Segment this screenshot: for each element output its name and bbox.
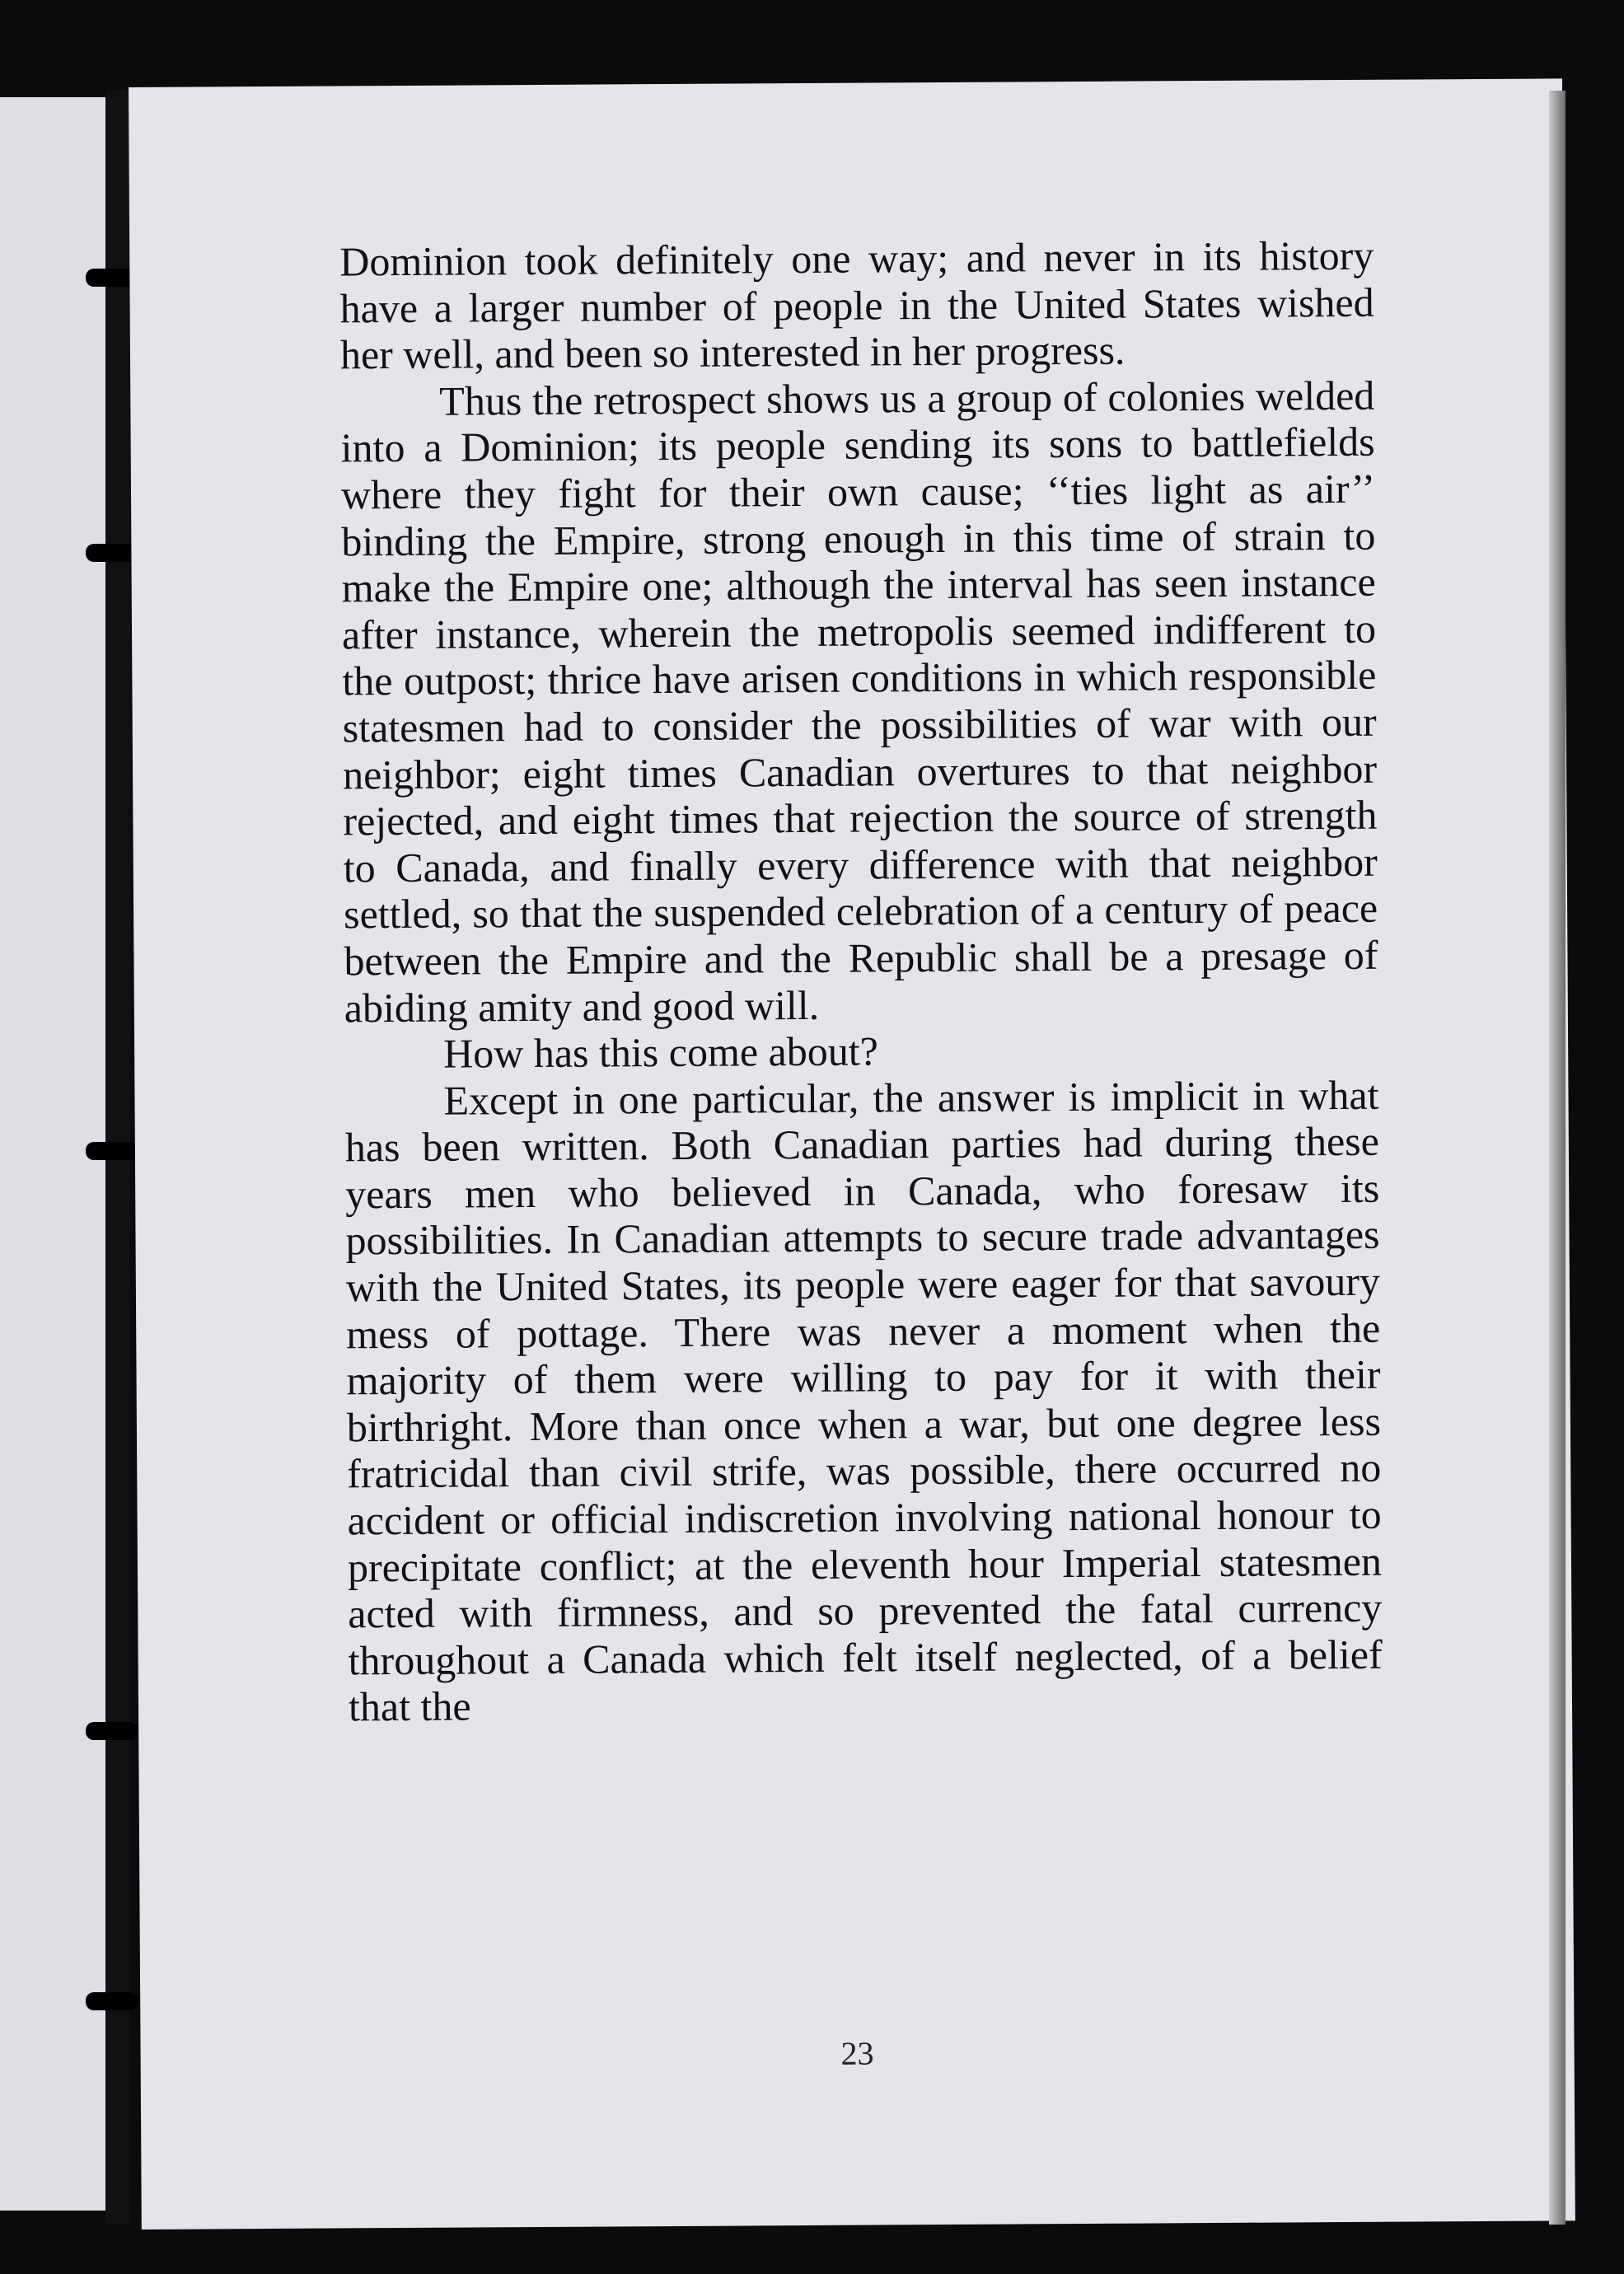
paragraph: Except in one particular, the answer is implicit in what has been written. Both Canadian parties had during these years men who believed in Canada, who foresaw its possibilities. In Canadian attempts to secure trade advantages with the United States, its people were eager for that savoury mess of pottage. There was never a moment when the majority of them were willing to pay for it with their birthright. More than once when a war, but one degree less fratricidal than civil strife, was possible, there occurred no accident or official indiscretion involving national honour to precipitate conflict; at the eleventh hour Imperial statesmen acted with firmness, and so prevented the fatal currency throughout a Canada which felt itself neglected, of a belief that the [344, 1071, 1383, 1730]
paragraph: How has this come about? [443, 1027, 879, 1077]
binding-stitch [86, 544, 138, 562]
book-page [129, 78, 1575, 2230]
body-text [339, 232, 1383, 1731]
paragraph: Thus the retrospect shows us a group of colonies welded into a Dominion; its people sending its sons to battlefields where they fight for their own cause; ‘‘ties light as air’’ binding the Empire, strong enough in this time of strain to make the Empire one; although the interval has seen instance after instance, wherein the metropolis seemed indifferent to the outpost; thrice have arisen conditions in which responsible statesmen had to consider the possibilities of war with our neighbor; eight times Canadian overtures to that neighbor rejected, and eight times that rejection the source of strength to Canada, and finally every difference with that neighbor settled, so that the suspended celebration of a century of peace between the Empire and the Republic shall be a presage of abiding amity and good will. [340, 372, 1378, 1031]
binding-stitch [86, 1992, 138, 2010]
page-edge-shadow [1549, 91, 1565, 2225]
paragraph: Dominion took definitely one way; and never in its history have a larger number of people in the United States wished her well, and been so interested in her progress. [339, 232, 1374, 378]
binding-stitch [86, 1722, 138, 1740]
binding-stitch [86, 1142, 138, 1160]
page-number: 23 [840, 2034, 874, 2072]
